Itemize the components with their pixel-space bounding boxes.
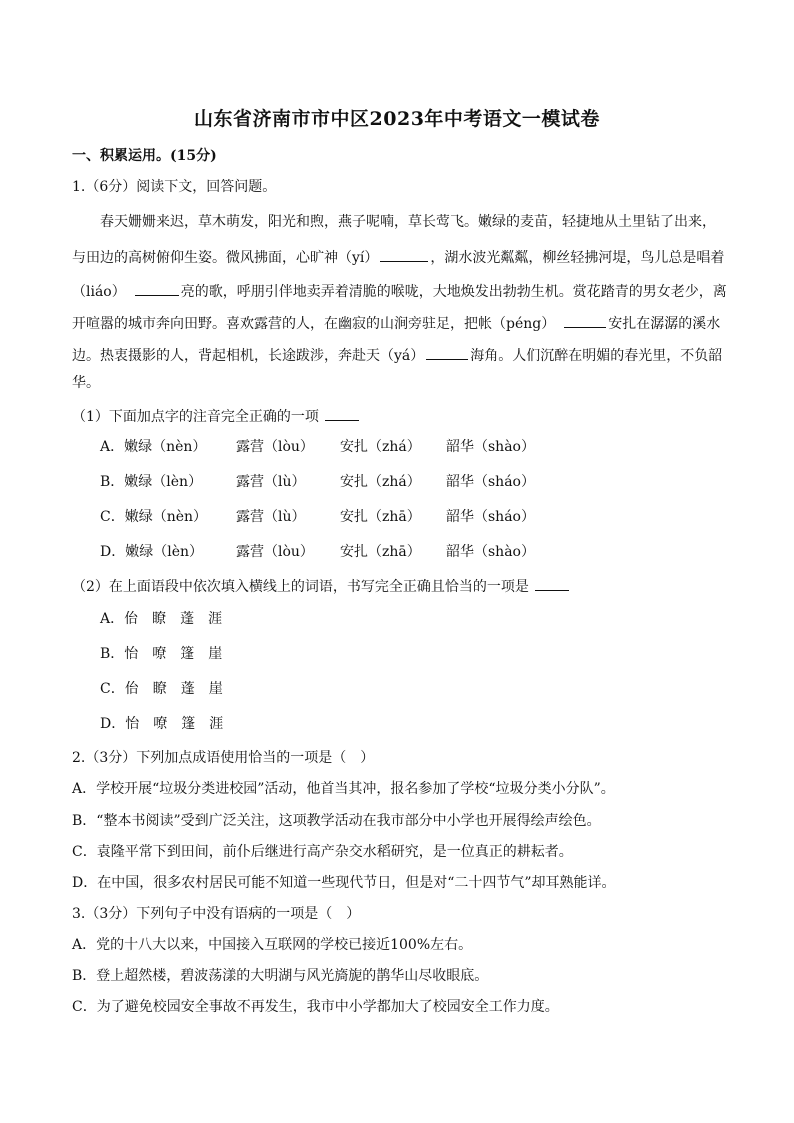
option-item: 露营（lù） (236, 509, 306, 525)
option-item: B．嫩绿（lèn） (100, 474, 203, 490)
option-item: 安扎（zhá） (340, 474, 421, 490)
sub-question-1 (72, 406, 732, 427)
option-b[interactable]: B．登上超然楼，碧波荡漾的大明湖与风光旖旎的鹊华山尽收眼底。 (72, 968, 489, 984)
passage-text: 边。热衷摄影的人，背起相机，长途跋涉，奔赴天（yá） (72, 348, 425, 364)
passage-line (72, 247, 732, 268)
passage-text: ，湖水波光粼粼，柳丝轻拂河堤，鸟儿总是唱着 (430, 250, 725, 266)
option-item: 露营（lòu） (236, 439, 314, 455)
section-heading: 一、积累运用。(15分) (72, 148, 217, 164)
fill-blank[interactable] (135, 281, 179, 296)
option-b[interactable]: B．“整本书阅读”受到广泛关注，这项教学活动在我市部分中小学也开展得绘声绘色。 (72, 813, 601, 829)
passage-text: 亮的歌，呼朋引伴地卖弄着清脆的喉咙，大地焕发出勃勃生机。赏花踏青的男女老少，离 (180, 284, 727, 300)
passage-text: 与田边的高树俯仰生姿。微风拂面，心旷神（yí） (72, 250, 379, 266)
page-title: 山东省济南市市中区2023年中考语文一模试卷 (194, 108, 600, 130)
option-c[interactable]: C．袁隆平常下到田间，前仆后继进行高产杂交水稻研究，是一位真正的耕耘者。 (72, 844, 573, 860)
passage-text: 开喧嚣的城市奔向田野。喜欢露营的人，在幽寂的山涧旁驻足，把帐（péng） (72, 316, 549, 332)
option-item: 安扎（zhā） (340, 544, 421, 560)
passage-text: 海角。人们沉醉在明媚的春光里，不负韶 (470, 348, 723, 364)
option-item: 韶华（sháo） (446, 509, 535, 525)
option-a[interactable]: A．学校开展“垃圾分类进校园”活动，他首当其冲，报名参加了学校“垃圾分类小分队”。 (72, 781, 615, 797)
option-c[interactable]: C．佁 瞭 蓬 崖 (100, 681, 223, 697)
option-item: D．嫩绿（lèn） (100, 544, 204, 560)
option-item: 韶华（shào） (446, 439, 535, 455)
option-b[interactable]: B．怡 嘹 篷 崖 (100, 646, 223, 662)
passage-line: 华。 (72, 375, 100, 391)
passage-line (72, 281, 732, 302)
sub-question-stem: （1）下面加点字的注音完全正确的一项 (72, 409, 319, 425)
passage-line (72, 345, 732, 366)
option-item: 露营（lòu） (236, 544, 314, 560)
option-item: A．嫩绿（nèn） (100, 439, 207, 455)
option-item: 安扎（zhā） (340, 509, 421, 525)
passage-text: 安扎在潺潺的溪水 (608, 316, 721, 332)
option-d[interactable]: D．怡 嘹 篷 涯 (100, 716, 224, 732)
option-item: 露营（lù） (236, 474, 306, 490)
option-item: 韶华（shào） (446, 544, 535, 560)
option-item: 安扎（zhá） (340, 439, 421, 455)
passage-line: 春天姗姗来迟，草木萌发，阳光和煦，燕子呢喃，草长莺飞。嫩绿的麦苗，轻捷地从土里钻了出来， (100, 214, 716, 230)
passage-text: （liáo） (72, 284, 119, 300)
option-d[interactable]: D．在中国，很多农村居民可能不知道一些现代节日，但是对“二十四节气”却耳熟能详。 (72, 875, 616, 891)
passage-line (72, 313, 732, 334)
option-a[interactable]: A．佁 瞭 蓬 涯 (100, 611, 223, 627)
sub-question-stem: （2）在上面语段中依次填入横线上的词语，书写完全正确且恰当的一项是 (72, 579, 529, 595)
fill-blank[interactable] (564, 313, 606, 328)
fill-blank[interactable] (426, 345, 468, 360)
sub-question-2 (72, 576, 732, 597)
question-1-stem: 1.（6分）阅读下文，回答问题。 (72, 179, 277, 195)
option-item: 韶华（sháo） (446, 474, 535, 490)
answer-blank[interactable] (535, 576, 569, 591)
question-3-stem: 3.（3分）下列句子中没有语病的一项是（ ） (72, 906, 361, 922)
option-item: C．嫩绿（nèn） (100, 509, 208, 525)
answer-blank[interactable] (325, 406, 359, 421)
fill-blank[interactable] (380, 247, 428, 262)
option-a[interactable]: A．党的十八大以来，中国接入互联网的学校已接近100%左右。 (72, 937, 473, 953)
question-2-stem: 2.（3分）下列加点成语使用恰当的一项是（ ） (72, 750, 375, 766)
option-c[interactable]: C．为了避免校园安全事故不再发生，我市中小学都加大了校园安全工作力度。 (72, 999, 559, 1015)
